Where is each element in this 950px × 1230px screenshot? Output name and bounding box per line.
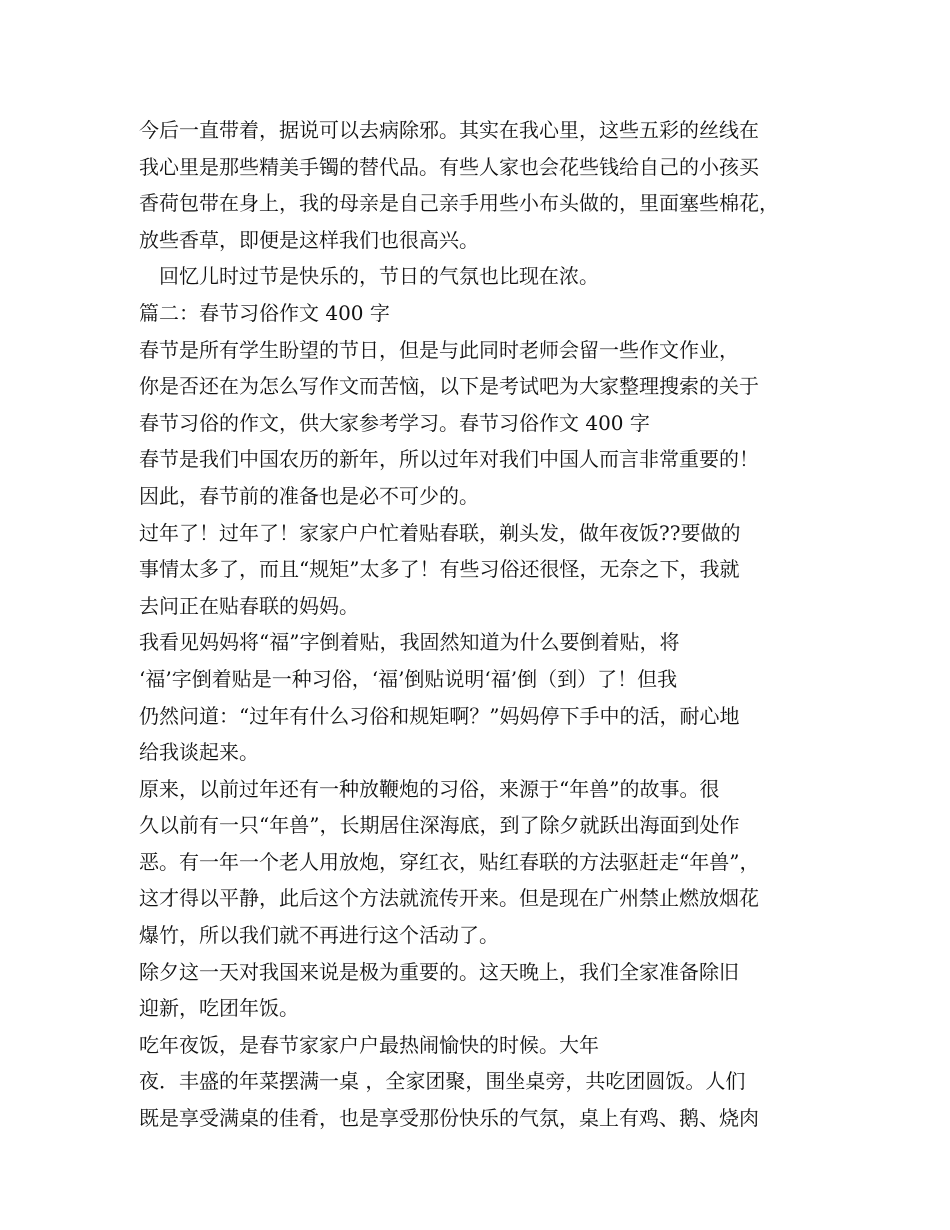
text-line: 事情太多了，而且“规矩”太多了！有些习俗还很怪，无奈之下，我就 <box>139 557 740 582</box>
section-heading: 篇二：春节习俗作文 400 字 <box>139 300 390 325</box>
text-line: 回忆儿时过节是快乐的，节日的气氛也比现在浓。 <box>139 264 599 289</box>
text-line: 久以前有一只“年兽”，长期居住深海底，到了除夕就跃出海面到处作 <box>139 813 740 838</box>
text-line: ‘福’字倒着贴是一种习俗，‘福’倒贴说明‘福’倒（到）了！但我 <box>139 666 678 691</box>
document-body <box>139 112 829 1137</box>
text-line: 去问正在贴春联的妈妈。 <box>139 593 359 618</box>
text-line: 因此，春节前的准备也是必不可少的。 <box>139 483 479 508</box>
text-line: 恶。有一年一个老人用放炮，穿红衣，贴红春联的方法驱赶走“年兽”， <box>139 849 760 874</box>
text-line: 春节是所有学生盼望的节日，但是与此同时老师会留一些作文作业， <box>139 337 739 362</box>
text-line: 迎新，吃团年饭。 <box>139 996 299 1021</box>
text-line: 吃年夜饭，是春节家家户户最热闹愉快的时候。大年 <box>139 1032 599 1057</box>
text-line: 给我谈起来。 <box>139 740 259 765</box>
text-line: 这才得以平静，此后这个方法就流传开来。但是现在广州禁止燃放烟花 <box>139 886 759 911</box>
text-line: 夜．丰盛的年菜摆满一桌 ，全家团聚，围坐桌旁，共吃团圆饭。人们 <box>139 1069 746 1094</box>
text-line: 过年了！过年了！家家户户忙着贴春联，剃头发，做年夜饭??要做的 <box>139 520 741 545</box>
text-line: 你是否还在为怎么写作文而苦恼，以下是考试吧为大家整理搜索的关于 <box>139 374 759 399</box>
text-line: 既是享受满桌的佳肴，也是享受那份快乐的气氛，桌上有鸡、鹅、烧肉 <box>139 1106 759 1131</box>
text-line: 今后一直带着，据说可以去病除邪。其实在我心里，这些五彩的丝线在 <box>139 118 759 142</box>
text-line: 放些香草，即便是这样我们也很高兴。 <box>139 227 479 252</box>
text-line: 春节习俗的作文，供大家参考学习。春节习俗作文 400 字 <box>139 410 650 435</box>
text-line: 春节是我们中国农历的新年，所以过年对我们中国人而言非常重要的！ <box>139 447 759 472</box>
text-line: 香荷包带在身上，我的母亲是自己亲手用些小布头做的，里面塞些棉花， <box>139 191 779 216</box>
text-line: 我看见妈妈将“福”字倒着贴，我固然知道为什么要倒着贴，将 <box>139 630 680 655</box>
text-line: 仍然问道：“过年有什么习俗和规矩啊？”妈妈停下手中的活，耐心地 <box>139 703 740 728</box>
text-line: 原来，以前过年还有一种放鞭炮的习俗，来源于“年兽”的故事。很 <box>139 776 720 801</box>
text-line: 我心里是那些精美手镯的替代品。有些人家也会花些钱给自己的小孩买 <box>139 154 759 179</box>
text-line: 爆竹，所以我们就不再进行这个活动了。 <box>139 923 499 948</box>
text-line: 除夕这一天对我国来说是极为重要的。这天晚上，我们全家准备除旧 <box>139 959 739 984</box>
